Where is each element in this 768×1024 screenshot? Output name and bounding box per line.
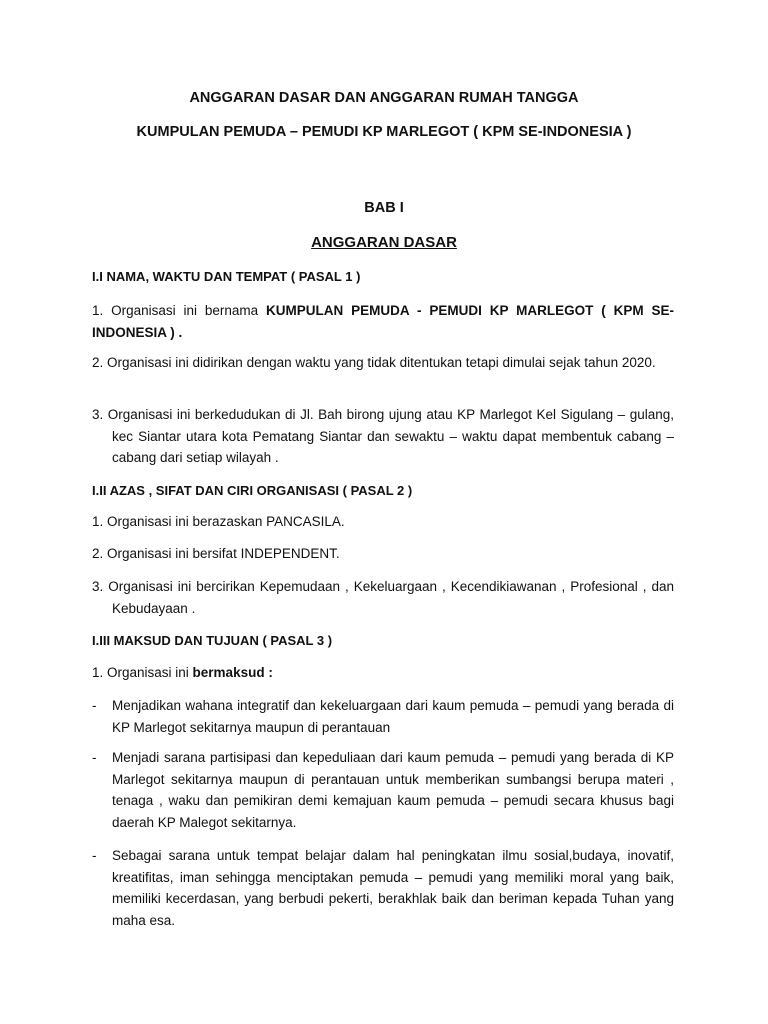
section-heading-pasal-2: I.II AZAS , SIFAT DAN CIRI ORGANISASI ( PASAL 2 ) bbox=[92, 483, 413, 498]
pasal-1-item-1-text: 1. Organisasi ini bernama bbox=[92, 303, 267, 318]
pasal-2-item-2: 2. Organisasi ini bersifat INDEPENDENT. bbox=[92, 546, 340, 561]
pasal-3-bullet-2-text: Menjadi sarana partisipasi dan kepeduliaan dari kaum pemuda – pemudi yang berada di KP Marlegot sekitarnya maupun di perantauan untuk memberikan sumbangsi berupa materi , tenaga , waku dan pemikiran demi kemajuan kaum pemuda – pemudi secara khusus bagi daerah KP Malegot sekitarnya. bbox=[112, 750, 674, 830]
document-title-line1: ANGGARAN DASAR DAN ANGGARAN RUMAH TANGGA bbox=[189, 90, 579, 106]
pasal-1-item-1-bold: KUMPULAN PEMUDA - PEMUDI KP MARLEGOT ( KPM SE-INDONESIA ) . bbox=[92, 303, 674, 340]
pasal-2-item-3: 3. Organisasi ini bercirikan Kepemudaan , Kekeluargaan , Kecendikiawanan , Profesional , dan Kebudayaan . bbox=[92, 579, 674, 616]
pasal-3-item-1-text: 1. Organisasi ini bbox=[92, 665, 193, 680]
pasal-2-item-1: 1. Organisasi ini berazaskan PANCASILA. bbox=[92, 514, 345, 529]
pasal-3-item-1 bbox=[92, 662, 674, 684]
section-heading-pasal-1: I.I NAMA, WAKTU DAN TEMPAT ( PASAL 1 ) bbox=[92, 269, 361, 284]
pasal-1-item-2: 2. Organisasi ini didirikan dengan waktu yang tidak ditentukan tetapi dimulai sejak tahun 2020. bbox=[92, 355, 656, 370]
chapter-title: ANGGARAN DASAR bbox=[311, 234, 457, 251]
pasal-3-bullet-1-text: Menjadikan wahana integratif dan kekeluargaan dari kaum pemuda – pemudi yang berada di KP Marlegot sekitarnya maupun di perantauan bbox=[112, 698, 674, 735]
chapter-heading: BAB I bbox=[364, 200, 404, 216]
bullet-dash: - bbox=[92, 750, 97, 765]
pasal-3-bullet-2 bbox=[92, 747, 674, 833]
pasal-3-bullet-1 bbox=[92, 695, 674, 738]
section-heading-pasal-3: I.III MAKSUD DAN TUJUAN ( PASAL 3 ) bbox=[92, 633, 333, 648]
pasal-3-bullet-3-text: Sebagai sarana untuk tempat belajar dalam hal peningkatan ilmu sosial,budaya, inovatif, kreatifitas, iman sehingga menciptakan pemuda – pemudi yang memiliki moral yang baik, memiliki kecerdasan, yang berbudi pekerti, berakhlak baik dan beriman kepada Tuhan yang maha esa. bbox=[112, 848, 674, 928]
pasal-3-item-1-bold: bermaksud : bbox=[192, 665, 273, 680]
pasal-1-item-3: 3. Organisasi ini berkedudukan di Jl. Bah birong ujung atau KP Marlegot Kel Sigulang – gulang, kec Siantar utara kota Pematang Siantar dan sewaktu – waktu dapat membentuk cabang – cabang dari setiap wilayah . bbox=[92, 407, 674, 465]
document-title-line2: KUMPULAN PEMUDA – PEMUDI KP MARLEGOT ( KPM SE-INDONESIA ) bbox=[136, 124, 632, 140]
bullet-dash: - bbox=[92, 848, 97, 863]
pasal-1-item-1 bbox=[92, 300, 674, 343]
bullet-dash: - bbox=[92, 698, 97, 713]
pasal-3-bullet-3 bbox=[92, 845, 674, 931]
